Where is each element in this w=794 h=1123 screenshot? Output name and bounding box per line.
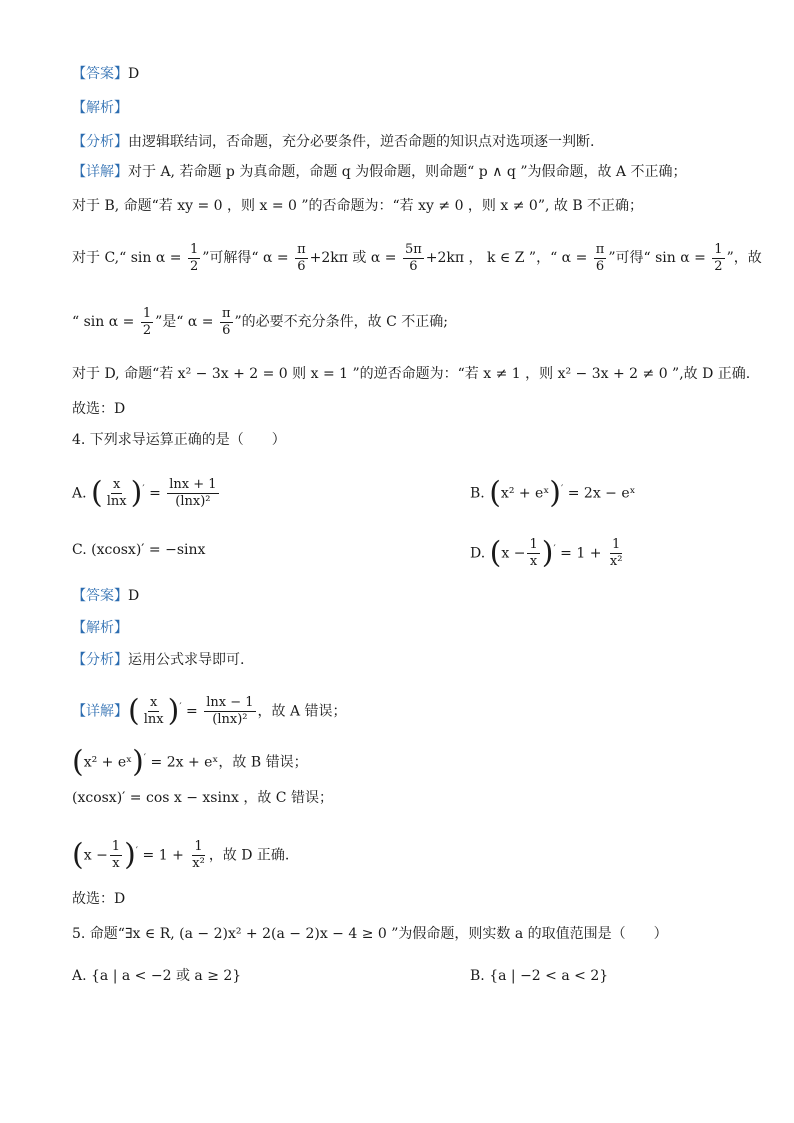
analysis-tag: 【解析】 — [72, 100, 128, 116]
frac-num: 5π — [404, 241, 422, 257]
q4-d2-expr: x² + eˣ — [83, 754, 133, 771]
paren-right: ) — [549, 475, 561, 511]
paren-right: ) — [541, 535, 554, 571]
q3-detail-a-text: 对于 A, 若命题 p 为真命题，命题 q 为假命题，则命题“ p ∧ q ”为假命题，故 A 不正确； — [128, 164, 687, 180]
q4-option-a-label: A. — [72, 485, 87, 502]
q4-d4-frac — [110, 839, 122, 872]
q4-c-expr: (xcosx)′ = −sinx — [91, 542, 206, 558]
q3-answer: D — [128, 66, 140, 82]
frac-den: lnx — [106, 494, 127, 510]
q4-detail-2: (x² + eˣ)′ = 2x + eˣ，故 B 错误； — [72, 744, 308, 780]
q5-option-b-label: B. — [470, 968, 485, 984]
q3-detail-b-text: 对于 B, 命题“若 xy = 0 ，则 x = 0 ”的否命题为：“若 xy ≠ 0 ，则 x ≠ 0”, 故 B 不正确； — [72, 198, 644, 214]
frac-num: π — [221, 305, 231, 321]
q4-detail-1: 【详解】( $\frac{x}{\ln x}$ )′ = $\frac{\ln x - 1}{\text{(lnx)²}}$ ，故 A 错误； — [72, 693, 347, 729]
q4-a-frac2 — [167, 477, 218, 510]
frac-num: π — [595, 241, 605, 257]
frac-den: 6 — [222, 322, 231, 338]
q4-choose — [72, 889, 734, 909]
frac-den: 2 — [714, 258, 723, 274]
q5-stem — [72, 924, 734, 944]
q4-a-frac1 — [105, 477, 129, 510]
q4-d1-frac1 — [142, 695, 166, 728]
detail-tag: 【详解】 — [72, 703, 128, 720]
q4-d3-text: (xcosx)′ = cos x − xsinx ，故 C 错误； — [72, 790, 333, 806]
paren-right: ) — [167, 693, 180, 729]
frac-den: x — [529, 554, 538, 570]
q4-a-eq: = — [149, 485, 161, 502]
q3-fenxi-line — [72, 132, 734, 152]
frac-den: 2 — [142, 322, 152, 338]
q3-c1-a: ”可解得“ α = — [202, 250, 294, 266]
q3-c1-c: +2kπ ， k ∈ Z ”，“ α = — [425, 250, 592, 266]
q5-stem-text: 5. 命题“∃x ∈ R, (a − 2)x² + 2(a − 2)x − 4 ≥ 0 ”为假命题，则实数 a 的取值范围是（ ） — [72, 926, 668, 942]
paren-left: ( — [91, 475, 103, 511]
q4-stem — [72, 430, 734, 450]
frac-num: π — [297, 241, 306, 257]
answer-tag: 【答案】 — [72, 66, 128, 82]
fraction-5pi6 — [403, 242, 424, 275]
answer-tag: 【答案】 — [72, 588, 128, 604]
frac-num: 1 — [612, 537, 621, 553]
frac-den: 6 — [297, 258, 306, 274]
frac-num: lnx − 1 — [206, 695, 254, 711]
q3-c1-b: +2kπ 或 α = — [309, 250, 401, 266]
frac-den: 2 — [189, 258, 199, 274]
paren-left: ( — [489, 535, 502, 571]
q3-detail-c2 — [72, 304, 734, 340]
q4-option-b-label: B. — [470, 485, 485, 502]
frac-den: x² — [192, 856, 205, 872]
fenxi-tag: 【分析】 — [72, 134, 128, 150]
q4-b-rhs: = 2x − eˣ — [567, 485, 636, 502]
q3-fenxi-text: 由逻辑联结词，否命题，充分必要条件，逆否命题的知识点对选项逐一判断. — [128, 134, 595, 150]
frac-num: 1 — [142, 305, 152, 321]
frac-num: lnx + 1 — [169, 477, 217, 493]
q3-c2-end: ”的必要不充分条件，故 C 不正确; — [234, 314, 449, 330]
frac-num: 1 — [189, 241, 199, 257]
q4-fenxi-line — [72, 650, 734, 670]
frac-den: lnx — [143, 712, 164, 728]
frac-den: 6 — [595, 258, 605, 274]
paren-left: ( — [72, 744, 84, 780]
q3-analysis-heading — [72, 98, 734, 118]
analysis-tag: 【解析】 — [72, 620, 128, 636]
q3-choose-text: 故选：D — [72, 401, 126, 417]
q5-option-b-expr: {a | −2 < a < 2} — [489, 968, 609, 984]
q3-c1-pre: 对于 C,“ sin α = — [72, 250, 186, 266]
q4-d1-tail: ，故 A 错误； — [257, 703, 347, 720]
q4-d-expr: x − — [501, 545, 526, 562]
paren-right: ) — [124, 837, 136, 873]
q3-detail-d-text: 对于 D, 命题“若 x² − 3x + 2 = 0 则 x = 1 ”的逆否命题为：“若 x ≠ 1 ，则 x² − 3x + 2 ≠ 0 ”,故 D 正确. — [72, 366, 751, 382]
q4-d1-frac2 — [204, 695, 255, 728]
q4-option-b: B. (x² + eˣ)′ = 2x − eˣ — [470, 475, 636, 511]
q4-d4-expr: x − — [83, 847, 108, 864]
q4-answer-line — [72, 586, 734, 606]
frac-num: x — [113, 477, 121, 493]
q3-detail-b — [72, 196, 734, 216]
q5-option-b — [470, 966, 608, 986]
q3-detail-a — [72, 162, 734, 182]
q4-d2-tail: ，故 B 错误； — [218, 754, 308, 771]
q4-stem-text: 4. 下列求导运算正确的是（ ） — [72, 432, 286, 448]
q4-d-frac — [527, 537, 539, 570]
q4-analysis-heading — [72, 618, 734, 638]
q3-c1-d: ”可得“ sin α = — [608, 250, 711, 266]
q4-option-c-label: C. — [72, 542, 87, 558]
paren-left: ( — [72, 837, 84, 873]
q4-d-rhs-frac — [608, 537, 625, 570]
q4-options-ab: A. ( $\frac{x}{\ln x}$ )′ = $\frac{\ln x + 1}{\text{(lnx)²}}$ B. (x² + eˣ)′ = 2x − eˣ — [72, 470, 734, 514]
q4-options-cd — [72, 530, 734, 570]
q3-detail-d — [72, 364, 751, 384]
q3-c1-end: ”，故 — [726, 250, 762, 266]
paren-left: ( — [489, 475, 501, 511]
paren-left: ( — [128, 693, 140, 729]
frac-num: x — [149, 695, 158, 711]
q4-option-d-label: D. — [470, 545, 486, 562]
q4-option-d: D. (x − $\frac{1}{x}$ )′ = 1 + $\frac{1}{\text{x²}}$ — [470, 535, 623, 571]
q4-d4-rhs: = 1 + — [142, 847, 184, 864]
q3-answer-line — [72, 64, 734, 84]
q4-d4-tail: ，故 D 正确. — [208, 847, 290, 864]
frac-den: 6 — [409, 258, 418, 274]
frac-num: 1 — [194, 839, 203, 855]
detail-tag: 【详解】 — [72, 164, 128, 180]
paren-right: ) — [130, 475, 143, 511]
frac-den: x — [112, 856, 120, 872]
paren-right: ) — [132, 744, 144, 780]
fraction-pi6 — [295, 242, 308, 275]
frac-num: 1 — [111, 839, 121, 855]
fraction-half — [141, 306, 153, 339]
frac-den: (lnx)² — [175, 494, 211, 510]
fraction-half — [712, 242, 724, 275]
q4-detail-4: (x − $\frac{1}{x}$ )′ = 1 + $\frac{1}{\text{x²}}$ ，故 D 正确. — [72, 837, 290, 873]
q4-d-rhs: = 1 + — [560, 545, 602, 562]
frac-num: 1 — [714, 241, 723, 257]
fenxi-tag: 【分析】 — [72, 652, 128, 668]
frac-den: (lnx)² — [212, 712, 248, 728]
frac-num: 1 — [529, 537, 538, 553]
q3-c2-a: ”是“ α = — [155, 314, 218, 330]
q4-d4-rhs-frac — [190, 839, 207, 872]
q4-d2-rhs: = 2x + eˣ — [150, 754, 219, 771]
frac-den: x² — [609, 554, 623, 570]
q4-answer: D — [128, 588, 140, 604]
q3-choose — [72, 399, 734, 419]
q4-detail-3 — [72, 788, 734, 808]
q3-c2-pre: “ sin α = — [72, 314, 139, 330]
fraction-half — [188, 242, 200, 275]
fraction-pi6 — [594, 242, 607, 275]
q4-choose-text: 故选：D — [72, 891, 126, 907]
q3-detail-c1 — [72, 240, 762, 276]
q5-option-a-label: A. — [72, 968, 87, 984]
q5-options-ab — [72, 966, 734, 986]
q4-fenxi-text: 运用公式求导即可. — [128, 652, 245, 668]
fraction-pi6 — [220, 306, 233, 339]
q4-b-expr: x² + eˣ — [500, 485, 550, 502]
q5-option-a-expr: {a | a < −2 或 a ≥ 2} — [91, 968, 242, 984]
